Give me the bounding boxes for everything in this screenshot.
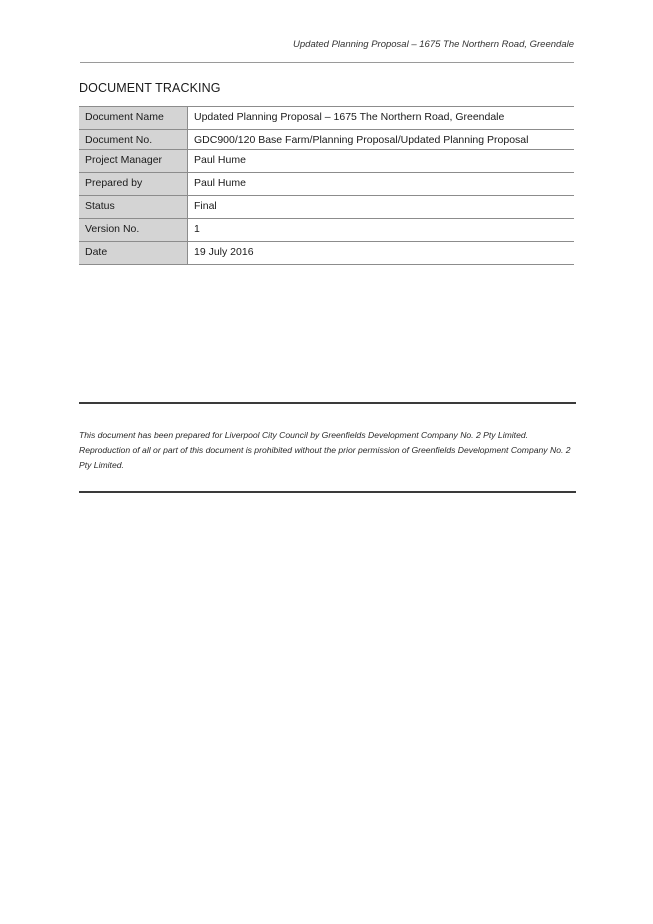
table-row-document-name: [79, 107, 574, 130]
table-row-project-manager: [79, 150, 574, 173]
table-row-prepared-by: [79, 173, 574, 196]
table-row-date: [79, 242, 574, 265]
header-divider: [80, 62, 574, 63]
disclaimer-bottom-rule: [79, 491, 576, 493]
row-value: 19 July 2016: [188, 242, 575, 265]
table-row-document-no: [79, 130, 574, 150]
row-value: 1: [188, 219, 575, 242]
row-value: Updated Planning Proposal – 1675 The Northern Road, Greendale: [188, 107, 575, 130]
row-label: Project Manager: [79, 150, 188, 173]
row-label: Version No.: [79, 219, 188, 242]
row-value: Paul Hume: [188, 150, 575, 173]
row-label: Document No.: [79, 130, 188, 150]
row-value: GDC900/120 Base Farm/Planning Proposal/Updated Planning Proposal: [188, 130, 575, 150]
disclaimer-text: This document has been prepared for Liverpool City Council by Greenfields Development Company No. 2 Pty Limited. Reproduction of all or part of this document is prohibited without the prior permission of Greenfields Development Company No. 2 Pty Limited.: [79, 430, 571, 470]
row-label: Status: [79, 196, 188, 219]
disclaimer-top-rule: [79, 402, 576, 404]
running-header: Updated Planning Proposal – 1675 The Northern Road, Greendale: [293, 39, 574, 50]
row-value: Paul Hume: [188, 173, 575, 196]
row-label: Prepared by: [79, 173, 188, 196]
row-label: Document Name: [79, 107, 188, 130]
document-tracking-table: [79, 106, 574, 265]
table-row-version-no: [79, 219, 574, 242]
section-heading: DOCUMENT TRACKING: [79, 81, 221, 95]
table-row-status: [79, 196, 574, 219]
row-value: Final: [188, 196, 575, 219]
row-label: Date: [79, 242, 188, 265]
